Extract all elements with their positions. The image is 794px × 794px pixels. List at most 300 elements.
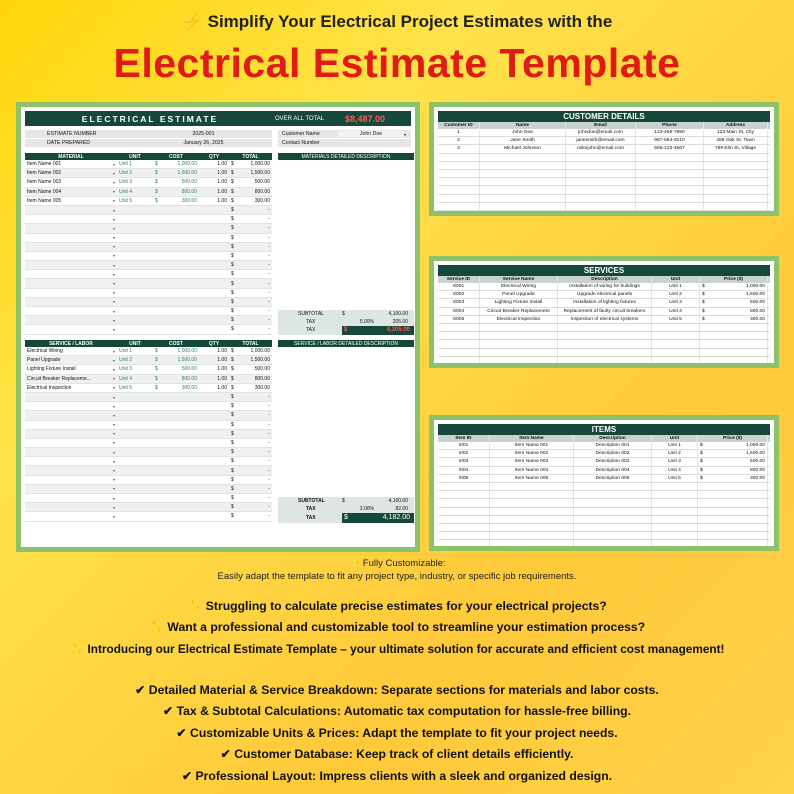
material-cost-dollar: $ <box>155 161 158 168</box>
item-row[interactable] <box>438 483 770 491</box>
service-db-cell-dollar: $ <box>702 300 705 306</box>
service-db-cell: Unit 1 <box>652 283 700 290</box>
customer-cell <box>566 170 636 177</box>
service-db-cell-value: 300.00 <box>750 316 765 322</box>
chevron-down-icon[interactable]: ▾ <box>113 281 116 287</box>
material-total-dollar: $ <box>231 197 234 204</box>
mat-subtotal-label: SUBTOTAL <box>298 311 324 317</box>
material-name-select[interactable]: Item Name 005 <box>27 197 62 204</box>
service-qty[interactable]: 1.00 <box>217 357 227 364</box>
service-row[interactable] <box>25 356 272 365</box>
services-summary <box>278 497 414 523</box>
material-row[interactable] <box>25 325 272 334</box>
service-row[interactable] <box>25 347 272 356</box>
chevron-down-icon[interactable]: ▾ <box>113 235 116 241</box>
customer-row[interactable] <box>438 145 770 153</box>
svc-cost-header: COST <box>169 340 183 347</box>
service-total-dollar: $ <box>231 384 234 391</box>
service-row[interactable] <box>25 512 272 521</box>
customer-cell <box>480 170 566 177</box>
service-db-row[interactable] <box>438 340 770 348</box>
service-row[interactable] <box>25 448 272 457</box>
service-row[interactable] <box>25 457 272 466</box>
item-cell <box>574 508 652 515</box>
service-row[interactable] <box>25 375 272 384</box>
service-total-dollar: $ <box>231 449 234 456</box>
chevron-down-icon[interactable]: ▾ <box>113 326 116 332</box>
material-total: 500.00 <box>254 179 270 186</box>
service-total: - <box>268 513 270 520</box>
service-db-cell: Lighting Fixture Install <box>480 299 558 306</box>
item-col-header: Item Name <box>490 435 574 442</box>
material-name-select[interactable]: Item Name 002 <box>27 170 62 177</box>
material-name-select[interactable]: Item Name 003 <box>27 179 62 186</box>
material-row[interactable] <box>25 298 272 307</box>
material-row[interactable] <box>25 215 272 224</box>
service-db-cell: Replacement of faulty circuit breakers <box>558 308 652 315</box>
material-total-dollar: $ <box>231 234 234 241</box>
item-cell <box>490 508 574 515</box>
star-icon: ⭐ <box>348 558 361 569</box>
chevron-down-icon[interactable]: ▾ <box>113 468 116 474</box>
chevron-down-icon[interactable]: ▾ <box>404 131 407 137</box>
service-db-cell-value: 1,500.00 <box>745 292 765 298</box>
material-qty[interactable]: 1.00 <box>217 170 227 177</box>
item-cell: Description 003 <box>574 458 652 465</box>
material-qty[interactable]: 1.00 <box>217 188 227 195</box>
chevron-down-icon[interactable]: ▾ <box>113 179 116 185</box>
service-db-cell: S001 <box>438 283 480 290</box>
chevron-down-icon[interactable]: ▾ <box>113 513 116 519</box>
material-total-dollar: $ <box>231 161 234 168</box>
service-db-cell: Panel Upgrade <box>480 291 558 298</box>
chevron-down-icon[interactable]: ▾ <box>113 299 116 305</box>
customer-cell: 123-456-7890 <box>636 129 704 136</box>
service-total: 800.00 <box>254 375 270 382</box>
item-row[interactable] <box>438 458 770 466</box>
service-total: - <box>268 449 270 456</box>
material-row[interactable] <box>25 188 272 197</box>
service-db-cell: Unit 5 <box>652 316 700 323</box>
service-row[interactable] <box>25 466 272 475</box>
chevron-down-icon[interactable]: ▾ <box>113 308 116 314</box>
material-row[interactable] <box>25 261 272 270</box>
chevron-down-icon[interactable]: ▾ <box>113 440 116 446</box>
service-db-cell <box>558 349 652 356</box>
service-row[interactable] <box>25 384 272 393</box>
material-cost: 500.00 <box>181 179 197 186</box>
service-db-cell <box>700 316 768 323</box>
item-cell <box>698 532 768 539</box>
item-col-header: Price ($) <box>698 435 768 442</box>
question-2: ✨ Want a professional and customizable tool to streamline your estimation process? <box>148 620 646 634</box>
service-name-select[interactable]: Electrical Inspection <box>27 384 72 391</box>
material-row[interactable] <box>25 270 272 279</box>
service-qty[interactable]: 1.00 <box>217 384 227 391</box>
service-total: - <box>268 439 270 446</box>
service-cost-dollar: $ <box>155 384 158 391</box>
service-db-row[interactable] <box>438 324 770 332</box>
customer-cell: 2 <box>438 137 480 144</box>
chevron-down-icon[interactable]: ▾ <box>113 486 116 492</box>
item-cell: Description 002 <box>574 450 652 457</box>
item-row[interactable] <box>438 499 770 507</box>
customer-cell <box>438 186 480 193</box>
customer-cell: 987-654-3210 <box>636 137 704 144</box>
customer-name-select[interactable]: John Doe <box>338 131 404 137</box>
customer-cell <box>480 154 566 161</box>
chevron-down-icon[interactable]: ▾ <box>113 422 116 428</box>
customer-cell <box>566 186 636 193</box>
material-row[interactable] <box>25 206 272 215</box>
item-cell-value: 300.00 <box>750 475 765 481</box>
service-row[interactable] <box>25 421 272 430</box>
material-row[interactable] <box>25 252 272 261</box>
service-row[interactable] <box>25 430 272 439</box>
material-cost: 800.00 <box>181 188 197 195</box>
item-row[interactable] <box>438 442 770 450</box>
item-col-header: Unit <box>652 435 698 442</box>
chevron-down-icon[interactable]: ▾ <box>113 170 116 176</box>
overall-total-label: OVER ALL TOTAL <box>275 115 325 122</box>
services-panel <box>434 261 774 363</box>
customer-row[interactable] <box>438 170 770 178</box>
item-cell <box>490 499 574 506</box>
item-cell <box>698 516 768 523</box>
chevron-down-icon[interactable]: ▾ <box>113 357 116 363</box>
material-unit: Unit 2 <box>119 170 133 177</box>
material-row[interactable] <box>25 316 272 325</box>
item-row[interactable] <box>438 508 770 516</box>
customer-cell <box>636 178 704 185</box>
customer-col-header: Phone <box>636 122 704 129</box>
customer-cell <box>636 195 704 202</box>
material-unit: Unit 1 <box>119 161 133 168</box>
chevron-down-icon[interactable]: ▾ <box>113 477 116 483</box>
chevron-down-icon[interactable]: ▾ <box>113 216 116 222</box>
service-cost: 300.00 <box>181 384 197 391</box>
item-row[interactable] <box>438 532 770 540</box>
item-cell: Unit 1 <box>652 442 698 449</box>
svc-total-value: 4,182.00 <box>382 514 410 521</box>
item-row[interactable] <box>438 467 770 475</box>
chevron-down-icon[interactable]: ▾ <box>113 271 116 277</box>
service-db-cell <box>480 324 558 331</box>
service-db-cell: Installation of wiring for buildings <box>558 283 652 290</box>
chevron-down-icon[interactable]: ▾ <box>113 161 116 167</box>
svc-total-dollar: $ <box>344 514 348 521</box>
material-cost-dollar: $ <box>155 197 158 204</box>
material-cost: 1,000.00 <box>177 161 197 168</box>
svc-total-label: TAX <box>278 513 342 523</box>
service-row[interactable] <box>25 402 272 411</box>
item-cell-dollar: $ <box>700 443 703 448</box>
item-row[interactable] <box>438 516 770 524</box>
service-total: - <box>268 485 270 492</box>
date-prepared-label: DATE PREPARED <box>47 140 91 146</box>
service-db-cell: Unit 3 <box>652 299 700 306</box>
customer-row[interactable] <box>438 137 770 145</box>
item-cell: Item Name 003 <box>490 458 574 465</box>
item-cell: I004 <box>438 467 490 474</box>
service-cost-dollar: $ <box>155 348 158 355</box>
customer-name-label: Customer Name <box>282 131 320 137</box>
service-total-dollar: $ <box>231 366 234 373</box>
service-row[interactable] <box>25 503 272 512</box>
estimate-number-field[interactable]: 2025-001 <box>192 131 215 137</box>
service-db-row[interactable] <box>438 299 770 307</box>
service-db-row[interactable] <box>438 332 770 340</box>
unit-header: UNIT <box>129 153 141 160</box>
item-cell: Unit 5 <box>652 475 698 482</box>
chevron-down-icon[interactable]: ▾ <box>113 495 116 501</box>
service-db-cell: Electrical Wiring <box>480 283 558 290</box>
customer-cell: 1 <box>438 129 480 136</box>
materials-desc-area[interactable] <box>278 160 414 310</box>
item-cell <box>574 532 652 539</box>
customer-row[interactable] <box>438 203 770 211</box>
customer-col-header: Customer ID <box>438 122 480 129</box>
service-name-select[interactable]: Circuit Breaker Replaceme... <box>27 375 91 382</box>
item-cell <box>698 491 768 498</box>
item-cell: Unit 2 <box>652 450 698 457</box>
material-name-select[interactable]: Item Name 001 <box>27 161 62 168</box>
question-3: ✨ Introducing our Electrical Estimate Template – your ultimate solution for accurate and efficient cost management! <box>69 642 725 656</box>
material-total: - <box>268 298 270 305</box>
item-cell-value: 500.00 <box>750 459 765 465</box>
customer-cell: Jane Smith <box>480 137 566 144</box>
material-total-dollar: $ <box>231 216 234 223</box>
estimate-title: ELECTRICAL ESTIMATE <box>81 113 219 124</box>
material-row[interactable] <box>25 234 272 243</box>
service-db-col-header: Unit <box>652 276 700 283</box>
customer-cell <box>704 178 768 185</box>
material-row[interactable] <box>25 279 272 288</box>
item-row[interactable] <box>438 524 770 532</box>
service-db-cell <box>700 340 768 347</box>
chevron-down-icon[interactable]: ▾ <box>113 225 116 231</box>
service-total-dollar: $ <box>231 403 234 410</box>
chevron-down-icon[interactable]: ▾ <box>113 253 116 259</box>
item-row[interactable] <box>438 450 770 458</box>
svc-tax-value: 82.00 <box>395 506 408 512</box>
item-cell <box>574 540 652 546</box>
item-cell: I002 <box>438 450 490 457</box>
material-row[interactable] <box>25 178 272 187</box>
service-name-select[interactable]: Lighting Fixture Install <box>27 366 76 373</box>
services-panel-title: SERVICES <box>438 265 770 276</box>
service-qty[interactable]: 1.00 <box>217 366 227 373</box>
customer-panel-frame <box>429 102 779 216</box>
service-row[interactable] <box>25 365 272 374</box>
service-unit: Unit 3 <box>119 366 133 373</box>
material-total: - <box>268 326 270 333</box>
material-name-select[interactable]: Item Name 004 <box>27 188 62 195</box>
materials-rows <box>25 160 272 335</box>
service-row[interactable] <box>25 494 272 503</box>
item-cell: Item Name 001 <box>490 442 574 449</box>
chevron-down-icon[interactable]: ▾ <box>113 376 116 382</box>
service-row[interactable] <box>25 411 272 420</box>
service-db-row[interactable] <box>438 283 770 291</box>
customer-cell: 555-123-4567 <box>636 145 704 152</box>
material-qty[interactable]: 1.00 <box>217 179 227 186</box>
service-row[interactable] <box>25 476 272 485</box>
material-qty[interactable]: 1.00 <box>217 197 227 204</box>
service-row[interactable] <box>25 393 272 402</box>
service-unit: Unit 1 <box>119 348 133 355</box>
service-db-cell <box>652 332 700 339</box>
service-db-cell-dollar: $ <box>702 316 705 322</box>
service-db-cell <box>652 340 700 347</box>
material-unit: Unit 4 <box>119 188 133 195</box>
service-db-cell-value: 500.00 <box>750 300 765 306</box>
service-db-cell: Upgrade electrical panels <box>558 291 652 298</box>
service-total: 300.00 <box>254 384 270 391</box>
item-col-header: Item ID <box>438 435 490 442</box>
item-cell: I005 <box>438 475 490 482</box>
item-cell: Unit 4 <box>652 467 698 474</box>
material-cost-dollar: $ <box>155 188 158 195</box>
material-total-dollar: $ <box>231 225 234 232</box>
material-total: - <box>268 308 270 315</box>
service-db-row[interactable] <box>438 316 770 324</box>
chevron-down-icon[interactable]: ▾ <box>113 412 116 418</box>
customer-cell <box>438 170 480 177</box>
customer-row[interactable] <box>438 186 770 194</box>
item-cell: Unit 3 <box>652 458 698 465</box>
item-cell <box>652 532 698 539</box>
material-total: - <box>268 252 270 259</box>
overall-total-value: $8,487.00 <box>345 113 386 124</box>
item-cell <box>698 467 768 474</box>
service-name-select[interactable]: Panel Upgrade <box>27 357 61 364</box>
chevron-down-icon[interactable]: ▾ <box>113 431 116 437</box>
service-row[interactable] <box>25 485 272 494</box>
service-db-cell: Installation of lighting fixtures <box>558 299 652 306</box>
customer-cell <box>566 178 636 185</box>
material-row[interactable] <box>25 289 272 298</box>
chevron-down-icon[interactable]: ▾ <box>113 394 116 400</box>
service-db-row[interactable] <box>438 308 770 316</box>
date-prepared-field[interactable]: January 26, 2025 <box>183 140 224 146</box>
item-row[interactable] <box>438 540 770 546</box>
chevron-down-icon[interactable]: ▾ <box>113 317 116 323</box>
item-cell <box>490 524 574 531</box>
chevron-down-icon[interactable]: ▾ <box>113 198 116 204</box>
item-cell <box>652 508 698 515</box>
services-section <box>25 340 411 523</box>
total-header: TOTAL <box>242 153 259 160</box>
item-cell: I001 <box>438 442 490 449</box>
service-db-row[interactable] <box>438 349 770 357</box>
service-qty[interactable]: 1.00 <box>217 348 227 355</box>
customer-row[interactable] <box>438 154 770 162</box>
material-total: - <box>268 216 270 223</box>
customer-cell <box>566 203 636 210</box>
service-db-row[interactable] <box>438 357 770 363</box>
material-row[interactable] <box>25 197 272 206</box>
material-total: - <box>268 271 270 278</box>
items-panel <box>434 420 774 546</box>
chevron-down-icon[interactable]: ▾ <box>113 290 116 296</box>
service-db-col-header: Service ID <box>438 276 480 283</box>
services-desc-header-text: SERVICE / LABOR DETAILED DESCRIPTION <box>293 340 398 347</box>
service-cost-dollar: $ <box>155 366 158 373</box>
service-name-select[interactable]: Electrical Wiring <box>27 348 63 355</box>
material-row[interactable] <box>25 160 272 169</box>
items-rows <box>438 442 770 546</box>
service-row[interactable] <box>25 439 272 448</box>
service-db-cell <box>700 324 768 331</box>
item-cell-value: 800.00 <box>750 467 765 473</box>
customer-cell: janesmith@email.com <box>566 137 636 144</box>
customer-row[interactable] <box>438 195 770 203</box>
item-cell <box>490 491 574 498</box>
material-cost: 300.00 <box>181 197 197 204</box>
service-total-dollar: $ <box>231 430 234 437</box>
item-row[interactable] <box>438 491 770 499</box>
chevron-down-icon[interactable]: ▾ <box>113 262 116 268</box>
chevron-down-icon[interactable]: ▾ <box>113 403 116 409</box>
customer-row[interactable] <box>438 129 770 137</box>
chevron-down-icon[interactable]: ▾ <box>113 189 116 195</box>
chevron-down-icon[interactable]: ▾ <box>113 207 116 213</box>
customer-cell <box>438 203 480 210</box>
material-row[interactable] <box>25 169 272 178</box>
service-db-row[interactable] <box>438 291 770 299</box>
service-db-cell: Unit 4 <box>652 308 700 315</box>
svc-tax-rate[interactable]: 2.00% <box>359 506 374 512</box>
material-total-dollar: $ <box>231 243 234 250</box>
chevron-down-icon[interactable]: ▾ <box>113 449 116 455</box>
item-cell <box>698 508 768 515</box>
chevron-down-icon[interactable]: ▾ <box>113 366 116 372</box>
service-total: - <box>268 504 270 511</box>
service-db-cell <box>652 349 700 356</box>
services-rows <box>25 347 272 522</box>
material-total: - <box>268 262 270 269</box>
material-qty[interactable]: 1.00 <box>217 161 227 168</box>
item-cell: Item Name 004 <box>490 467 574 474</box>
subtitle-text: Simplify Your Electrical Project Estimates with the <box>207 12 613 31</box>
item-cell: Description 005 <box>574 475 652 482</box>
chevron-down-icon[interactable]: ▾ <box>113 504 116 510</box>
svc-subtotal-label: SUBTOTAL <box>298 498 325 504</box>
customer-row[interactable] <box>438 178 770 186</box>
chevron-down-icon[interactable]: ▾ <box>113 385 116 391</box>
service-qty[interactable]: 1.00 <box>217 375 227 382</box>
materials-section <box>25 153 411 335</box>
customer-row[interactable] <box>438 162 770 170</box>
services-desc-area[interactable] <box>278 347 414 497</box>
service-db-cell <box>700 308 768 315</box>
chevron-down-icon[interactable]: ▾ <box>113 458 116 464</box>
material-row[interactable] <box>25 224 272 233</box>
item-cell <box>438 516 490 523</box>
item-cell: Item Name 002 <box>490 450 574 457</box>
chevron-down-icon[interactable]: ▾ <box>113 244 116 250</box>
material-row[interactable] <box>25 307 272 316</box>
item-row[interactable] <box>438 475 770 483</box>
customer-cell <box>704 154 768 161</box>
item-cell <box>698 499 768 506</box>
item-cell <box>438 491 490 498</box>
chevron-down-icon[interactable]: ▾ <box>113 348 116 354</box>
mat-tax-rate[interactable]: 5.00% <box>359 319 374 325</box>
service-total: - <box>268 430 270 437</box>
material-row[interactable] <box>25 243 272 252</box>
